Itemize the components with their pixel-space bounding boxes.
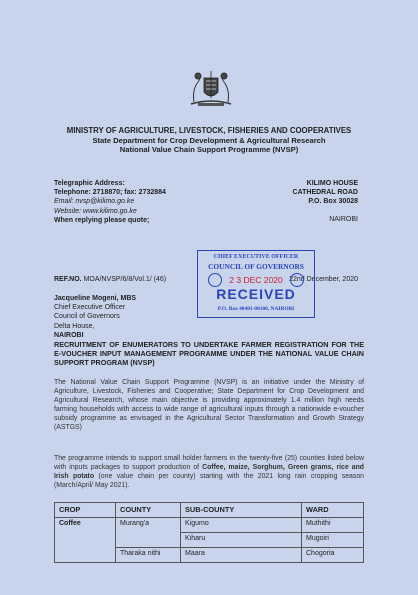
addressee-building: Delta House, [54,322,95,330]
po-box: P.O. Box 30028 [308,198,358,206]
location-block [293,179,358,224]
ward-cell: Chogoria [302,548,364,563]
letter-subject: RECRUITMENT OF ENUMERATORS TO UNDERTAKE FARMER REGISTRATION FOR THE E-VOUCHER INPUT MANAGEMENT PROGRAMME UNDER THE NATIONAL VALUE CHAIN SUPPORT PROGRAM (NVSP) [54,340,364,368]
ward-cell: Mugoiri [302,533,364,548]
p2-start: The programme intends to support small holder farmers in the twenty-five (25) counties listed below with inputs packages to support production of [54,455,364,472]
header-crop: CROP [55,503,116,518]
programme-title: National Value Chain Support Programme (NVSP) [119,145,299,154]
sub-county-cell: Kigumo [181,518,302,533]
stamp-line2: COUNCIL OF GOVERNORS [208,262,304,271]
ref-label: REF.NO. [54,276,82,283]
county-cell: Tharaka nithi [116,548,181,563]
contact-block [54,179,166,225]
p2-end: (one value chain per county) starting with the 2021 long rain cropping season (March/April/ May 2021). [54,473,365,490]
telephone-line: Telephone: 2718870; fax: 2732884 [54,189,166,197]
house-name: KILIMO HOUSE [306,180,358,187]
received-stamp [197,250,315,318]
department-title: State Department for Crop Development & Agricultural Research [92,135,326,145]
reply-note: When replying please quote; [54,216,150,224]
crop-table [54,502,364,563]
stamp-line1: CHIEF EXECUTIVE OFFICER [213,254,299,260]
header-county: COUNTY [116,503,181,518]
reference-line [54,276,166,283]
sub-county-cell: Maara [181,548,302,563]
stamp-status: RECEIVED [216,286,296,302]
sub-county-cell: Kiharu [181,533,302,548]
body-paragraph-2 [54,454,364,490]
coat-of-arms-logo [186,68,236,108]
p2-crops: Coffee, maize, Sorghum, Green grams, rice and Irish potato [54,464,364,481]
ward-cell: Muthithi [302,518,364,533]
city-name: NAIROBI [329,215,358,223]
header-ward: WARD [302,503,364,518]
table-header-row [55,503,364,518]
ministry-title: MINISTRY OF AGRICULTURE, LIVESTOCK, FISHERIES AND COOPERATIVES [66,126,352,135]
email-line: Email: nvsp@kilimo.go.ke [54,198,135,206]
addressee-city: NAIROBI [54,331,84,339]
addressee-org: Council of Governors [54,313,120,321]
telegraphic-label: Telegraphic Address: [54,180,125,187]
stamp-box: P.O. Box 40401-00100, NAIROBI [217,306,295,312]
addressee-name: Jacqueline Mogeni, MBS [54,295,137,302]
header-sub-county: SUB-COUNTY [181,503,302,518]
addressee-title: Chief Executive Officer [54,304,126,312]
website-line: Website: www.kilimo.go.ke [54,207,137,215]
crop-cell: Coffee [55,518,116,563]
road-name: CATHEDRAL ROAD [292,189,358,197]
stamp-date: 2 3 DEC 2020 [229,275,283,285]
letter-date: 22nd December, 2020 [289,276,358,283]
table-row [55,518,364,533]
body-paragraph-1: The National Value Chain Support Programme (NVSP) is an initiative under the Ministry of Agriculture, Livestock, Fisheries and Cooperative; State Department for Crop Development and Agricultural Research, whose main objective is providing approximately 1.4 million high needs farming households with access to wide range of agricultural inputs through a nationwide e-voucher subsidy programme as envisaged in the Agricultural Sector Transformation and Growth Strategy (ASTGS) [54,379,364,432]
addressee-block [54,294,136,340]
county-cell: Murang'a [116,518,181,548]
ref-number: MOA/NVSP/6/8/Vol.1/ (46) [83,276,167,283]
